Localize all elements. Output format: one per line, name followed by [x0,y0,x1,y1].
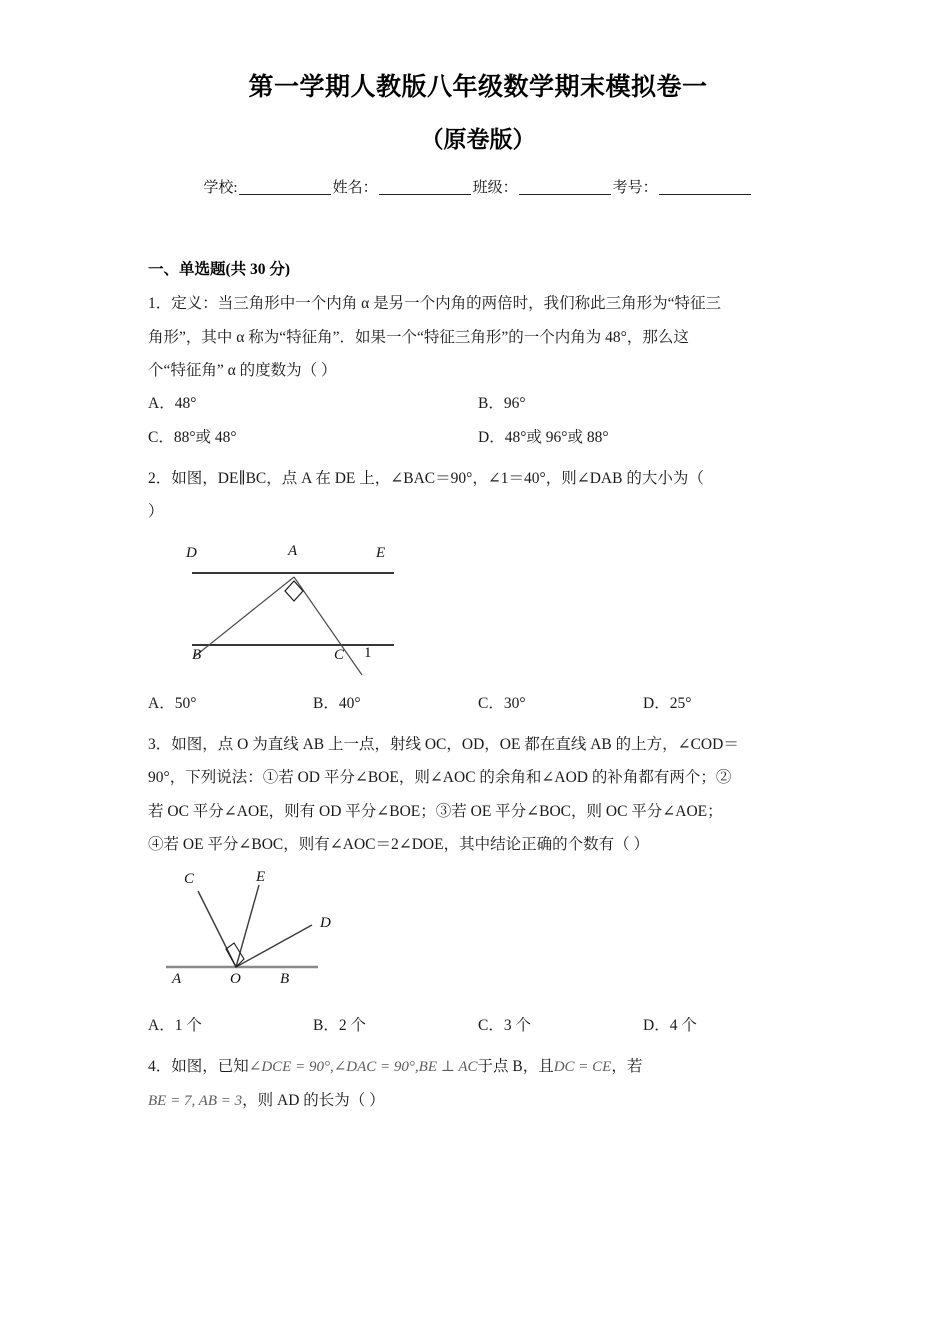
question-3-text-1: 如图，点 O 为直线 AB 上一点，射线 OC，OD，OE 都在直线 AB 的上方，∠COD＝ [171,735,739,753]
question-2-option-c[interactable]: C．30° [478,694,526,712]
question-2-option-b[interactable]: B．40° [313,694,361,712]
question-4-line-1 [148,1050,808,1083]
question-2-line-2: ） [148,503,164,521]
question-1-line-2: 角形”，其中 α 称为“特征角”．如果一个“特征三角形”的一个内角为 48°，那么这 [148,328,689,346]
figure2-label-D: D [186,544,197,561]
question-4-text-pre: 如图，已知 [171,1058,249,1076]
figure2-label-angle-1: 1 [364,644,372,661]
section-heading: 一、单选题(共 30 分) [148,261,291,279]
class-label: 班级： [472,180,518,197]
figure-rays-on-line-svg [162,869,442,1004]
question-3-line-1 [148,728,808,761]
question-1-option-d[interactable]: D．48°或 96°或 88° [478,428,609,446]
question-1-options-row-1 [148,387,808,420]
question-4-math-2: DC = CE [553,1059,612,1076]
question-4-math-1: ∠DCE = 90°,∠DAC = 90°,BE ⊥ AC [248,1059,478,1076]
question-1-number: 1． [148,295,172,313]
figure2-label-A: A [288,542,298,559]
figure-parallel-lines-triangle-svg [182,535,482,685]
question-4-text-post: ，若 [611,1058,643,1076]
name-blank[interactable] [379,179,471,195]
question-3-option-b[interactable]: B．2 个 [313,1017,366,1035]
question-4-line-2 [148,1084,808,1117]
question-2-options-row [148,687,808,720]
figure3-label-O: O [230,971,241,988]
question-3-option-a[interactable]: A．1 个 [148,1017,202,1035]
question-4-text-mid: 于点 B，且 [477,1058,554,1076]
question-3-number: 3． [148,735,172,753]
question-1-line-1 [148,287,808,320]
page-title: 第一学期人教版八年级数学期末模拟卷一 [248,74,708,101]
question-3-line-4: ④若 OE 平分∠BOC，则有∠AOC＝2∠DOE，其中结论正确的个数有（ ） [148,835,649,853]
question-4-text-end: ，则 AD 的长为（ ） [242,1091,385,1109]
figure2-label-B: B [192,646,202,663]
question-1 [148,287,808,387]
exam-info-row [148,176,808,197]
question-2-text: 如图，DE∥BC，点 A 在 DE 上，∠BAC＝90°，∠1＝40°，则∠DAB 的大小为（ [171,469,704,487]
figure2-label-E: E [376,544,386,561]
question-3-option-d[interactable]: D．4 个 [643,1017,697,1035]
question-2-option-a[interactable]: A．50° [148,694,197,712]
figure3-label-C: C [184,871,195,888]
question-2-figure [148,535,808,687]
question-4-math-3: BE = 7, AB = 3 [148,1092,243,1109]
exam-number-blank[interactable] [659,179,751,195]
question-1-option-b[interactable]: B．96° [478,395,526,413]
question-2-option-d[interactable]: D．25° [643,694,692,712]
question-2 [148,462,808,529]
school-field[interactable] [203,176,332,197]
question-3-line-2: 90°，下列说法：①若 OD 平分∠BOE，则∠AOC 的余角和∠AOD 的补角都有两个；② [148,769,732,787]
question-4-number: 4． [148,1058,172,1076]
question-3-figure [148,869,808,1009]
exam-number-label: 考号： [612,180,658,197]
figure3-label-B: B [280,971,290,988]
figure3-label-E: E [256,869,266,886]
figure2-label-C: C [334,646,345,663]
question-1-line-3: 个“特征角” α 的度数为（ ） [148,362,337,380]
class-blank[interactable] [519,179,611,195]
name-label: 姓名： [332,180,378,197]
figure3-label-A: A [172,971,182,988]
question-4 [148,1050,808,1117]
school-blank[interactable] [239,179,331,195]
question-3-options-row [148,1009,808,1042]
question-1-option-c[interactable]: C．88°或 48° [148,428,237,446]
question-2-number: 2． [148,469,172,487]
question-3-line-3: 若 OC 平分∠AOE，则有 OD 平分∠BOE；③若 OE 平分∠BOC，则 OC 平分∠AOE； [148,802,723,820]
question-3 [148,728,808,861]
page-subtitle: （原卷版） [420,126,536,152]
question-1-text-1: 定义：当三角形中一个内角 α 是另一个内角的两倍时，我们称此三角形为“特征三 [171,295,722,313]
question-2-line-1 [148,462,808,495]
question-1-option-a[interactable]: A．48° [148,395,197,413]
name-field[interactable] [333,176,473,197]
question-3-option-c[interactable]: C．3 个 [478,1017,531,1035]
exam-number-field[interactable] [613,176,753,197]
page-content [148,0,808,1117]
question-1-options-row-2 [148,421,808,454]
school-label: 学校: [203,180,238,197]
class-field[interactable] [473,176,613,197]
figure3-label-D: D [320,915,331,932]
